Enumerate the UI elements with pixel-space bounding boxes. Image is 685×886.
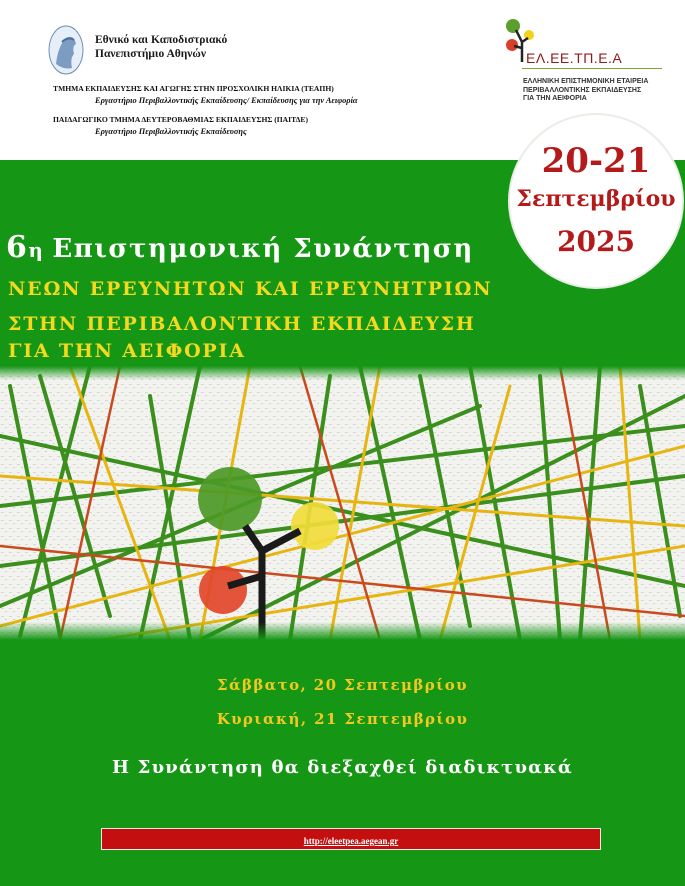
url-bar xyxy=(101,828,601,850)
subtitle-line1: ΝΕΩΝ ΕΡΕΥΝΗΤΩΝ ΚΑΙ ΕΡΕΥΝΗΤΡΙΩΝ xyxy=(8,278,493,300)
date-days: 20-21 xyxy=(541,141,651,181)
society-name-line3: ΓΙΑ ΤΗΝ ΑΕΙΦΟΡΙΑ xyxy=(523,95,587,103)
university-name-line2: Πανεπιστήμιο Αθηνών xyxy=(95,48,206,60)
event-title xyxy=(6,230,474,265)
university-name-line1: Εθνικό και Καποδιστριακό xyxy=(95,34,228,46)
department-teapi: ΤΜΗΜΑ ΕΚΠΑΙΔΕΥΣΗΣ ΚΑΙ ΑΓΩΓΗΣ ΣΤΗΝ ΠΡΟΣΧΟΛΙΚΗ ΗΛΙΚΙΑ (ΤΕΑΠΗ) xyxy=(53,84,334,93)
website-link[interactable]: http://eleetpea.aegean.gr xyxy=(303,836,399,846)
lab-teapi: Εργαστήριο Περιβαλλοντικής Εκπαίδευσης/ Εκπαίδευσης για την Αειφορία xyxy=(95,96,358,105)
title-number: 6 xyxy=(6,230,29,265)
schedule-day2: Κυριακή, 21 Σεπτεμβρίου xyxy=(216,710,469,728)
lab-paitde: Εργαστήριο Περιβαλλοντικής Εκπαίδευσης xyxy=(95,127,247,136)
department-paitde: ΠΑΙΔΑΓΩΓΙΚΟ ΤΜΗΜΑ ΔΕΥΤΕΡΟΒΑΘΜΙΑΣ ΕΚΠΑΙΔΕΥΣΗΣ (ΠΑΙΤΔΕ) xyxy=(53,115,308,124)
date-month: Σεπτεμβρίου xyxy=(516,186,676,212)
subtitle-line3: ΓΙΑ ΤΗΝ ΑΕΙΦΟΡΙΑ xyxy=(8,340,246,362)
date-badge xyxy=(510,115,682,287)
banner-illustration xyxy=(0,366,685,640)
schedule-day1: Σάββατο, 20 Σεπτεμβρίου xyxy=(217,676,468,694)
title-main: Επιστημονική Συνάντηση xyxy=(52,234,474,264)
university-name xyxy=(95,33,227,61)
society-name-line2: ΠΕΡΙΒΑΛΛΟΝΤΙΚΗΣ ΕΚΠΑΙΔΕΥΣΗΣ xyxy=(523,86,642,94)
society-divider xyxy=(522,68,662,69)
subtitle-line2: ΣΤΗΝ ΠΕΡΙΒΑΛΟΝΤΙΚΗ ΕΚΠΑΙΔΕΥΣΗ xyxy=(8,313,476,335)
society-name xyxy=(523,78,648,104)
date-year: 2025 xyxy=(557,225,635,258)
online-note: Η Συνάντηση θα διεξαχθεί διαδικτυακά xyxy=(112,757,573,778)
university-logo xyxy=(46,24,86,76)
society-name-line1: ΕΛΛΗΝΙΚΗ ΕΠΙΣΤΗΜΟΝΙΚΗ ΕΤΑΙΡΕΙΑ xyxy=(523,78,649,85)
title-ordinal-suffix: η xyxy=(28,238,45,262)
society-abbreviation: ΕΛ.ΕΕ.ΤΠ.Ε.Α xyxy=(526,50,623,66)
